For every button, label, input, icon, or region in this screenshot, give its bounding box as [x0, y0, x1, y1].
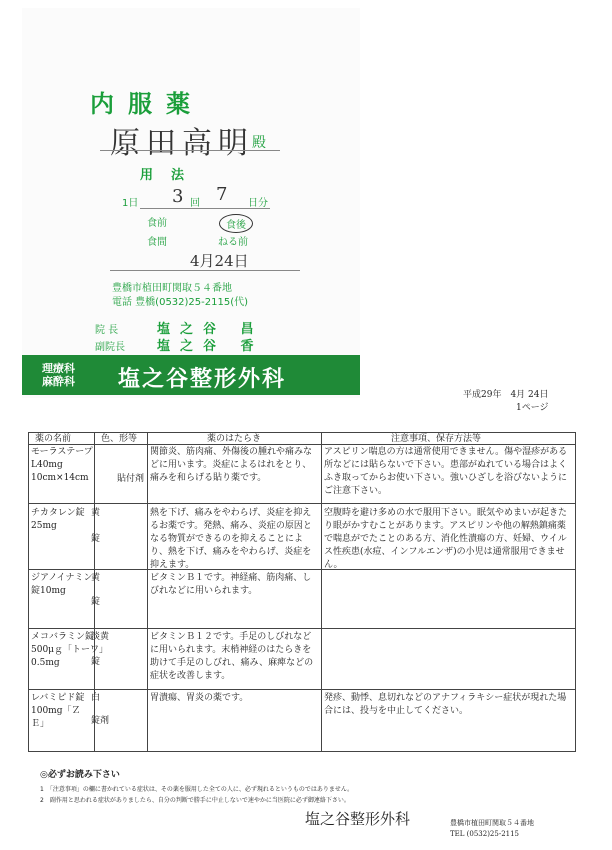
- days-value: 7: [216, 184, 228, 205]
- envelope-address: 豊橋市植田町関取５４番地: [112, 283, 232, 294]
- notes-heading: ◎必ずお読み下さい: [40, 770, 120, 780]
- drug-name: モーラステープL40mg 10cm×14cm: [31, 447, 93, 483]
- row-divider: [29, 628, 575, 629]
- col-divider: [321, 433, 322, 751]
- footer-address: 豊橋市植田町関取５４番地: [450, 819, 534, 827]
- row-divider: [29, 503, 575, 504]
- drug-color: 黄: [91, 573, 101, 583]
- envelope-title: 内服薬: [90, 90, 204, 118]
- banner-dept-2: 麻酔科: [42, 375, 75, 388]
- col-divider: [147, 433, 148, 751]
- envelope-phone: 電話 豊橋(0532)25-2115(代): [112, 297, 249, 308]
- staff-role: 院 長: [95, 325, 119, 336]
- drug-form: 錠: [91, 657, 101, 667]
- page-number: 1ページ: [516, 403, 549, 413]
- staff-role: 副院長: [95, 342, 125, 353]
- usage-title: 用法: [140, 168, 203, 183]
- banner-dept-1: 理療科: [42, 362, 75, 375]
- drug-color: 淡黄: [91, 632, 110, 642]
- column-header: 薬のはたらき: [207, 434, 262, 444]
- name-underline: [100, 150, 280, 151]
- drug-name: メコバラミン錠500μｇ「トーワ」 0.5mg: [31, 632, 109, 668]
- times-label: 回: [190, 198, 200, 209]
- drug-color: 黄: [91, 508, 101, 518]
- drug-form: 貼付剤: [117, 474, 145, 484]
- drug-notes: 空腹時を避け多めの水で服用下さい。眠気やめまいが起きたり眼がかすむことがあります。アスピリンや他の解熱鎮痛薬で喘息がでたことのある方、消化性潰瘍の方、妊婦、ウイルス性疾患(水痘、インフルエンザ)の小児は通常服用できません。: [324, 508, 568, 570]
- drug-name: ジアノイナミン錠10mg: [31, 573, 93, 596]
- drug-name: レバミピド錠100mg「ＺＥ」: [31, 693, 85, 729]
- issue-date: 平成29年 4月 24日: [463, 390, 549, 400]
- dose-underline: [140, 208, 270, 209]
- footer-clinic-name: 塩之谷整形外科: [305, 810, 411, 828]
- date-value: 4月24日: [190, 252, 249, 270]
- drug-notes: 発疹、動悸、息切れなどのアナフィラキシー症状が現れた場合には、投与を中止してください。: [324, 693, 567, 716]
- drug-effect: ビタミンＢ１です。神経痛、筋肉痛、しびれなどに用いられます。: [150, 573, 312, 596]
- drug-form: 錠: [91, 534, 101, 544]
- banner-clinic-name: 塩之谷整形外科: [118, 367, 287, 392]
- after-meal-label: 食後: [219, 214, 253, 233]
- staff-row: [95, 318, 264, 335]
- bedtime-label: ねる前: [218, 237, 248, 248]
- days-label: 日分: [248, 198, 268, 209]
- footer-tel: TEL (0532)25-2115: [450, 830, 520, 838]
- drug-notes: アスピリン喘息の方は通常使用できません。傷や湿疹がある所などには貼らないで下さい。患部がぬれている場合はよくふき取ってからお使い下さい。強いひざしを浴びないようにご注意下さい。: [324, 447, 568, 496]
- column-header: 注意事項、保存方法等: [391, 434, 482, 444]
- drug-color: 白: [91, 693, 101, 703]
- staff-name: 塩之谷 香: [157, 339, 264, 354]
- staff-list: [95, 318, 264, 352]
- honorific: 殿: [252, 135, 266, 151]
- drug-form: 錠: [91, 597, 101, 607]
- column-header: 薬の名前: [35, 434, 72, 444]
- drug-effect: 熱を下げ、痛みをやわらげ、炎症を抑えるお薬です。発熱、痛み、炎症の原因となる物質ができるのを抑えることにより、熱を下げ、痛みをやわらげ、炎症を抑えます。: [150, 508, 312, 570]
- drug-effect: 関節炎、筋肉痛、外傷後の腫れや痛みなどに用います。炎症によるはれをとり、痛みを和らげる貼り薬です。: [150, 447, 313, 483]
- footer-note: 2 副作用と思われる症状がありましたら、自分の判断で勝手に中止しないで速やかに当医院に必ず御連絡下さい。: [40, 797, 350, 804]
- banner-departments: [42, 362, 75, 388]
- drug-effect: 胃潰瘍、胃炎の薬です。: [150, 693, 249, 703]
- footer-note: 1 「注意事項」の欄に書かれている症状は、その薬を服用した全ての人に、必ず現れるというものではありません。: [40, 786, 354, 793]
- staff-name: 塩之谷 昌: [157, 322, 264, 337]
- clinic-address-block: [112, 282, 248, 310]
- column-header: 色、形等: [101, 434, 138, 444]
- between-meals-label: 食間: [147, 237, 167, 248]
- date-underline: [110, 270, 300, 271]
- before-meal-label: 食前: [147, 218, 167, 229]
- drug-form: 錠剤: [91, 716, 110, 726]
- drug-effect: ビタミンＢ１２です。手足のしびれなどに用いられます。末梢神経のはたらきを助けて手足のしびれ、痛み、麻痺などの症状を改善します。: [150, 632, 314, 681]
- times-value: 3: [172, 186, 184, 207]
- staff-row: [95, 335, 264, 352]
- row-divider: [29, 689, 575, 690]
- per-day-label: 1日: [122, 198, 139, 209]
- drug-table: [28, 432, 576, 752]
- patient-name: 原田高明: [110, 126, 254, 161]
- drug-name: チカタレン錠25mg: [31, 508, 85, 531]
